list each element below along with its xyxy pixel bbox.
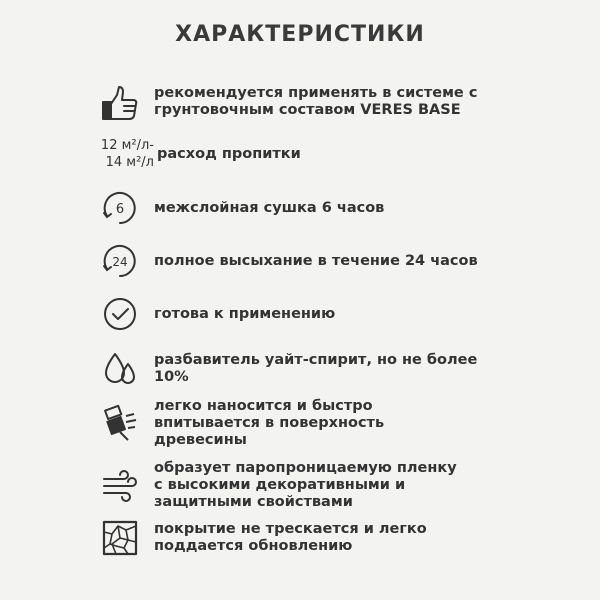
feature-text-line: покрытие не трескается и легко bbox=[154, 521, 427, 537]
feature-text-line: рекомендуется применять в системе с bbox=[154, 85, 478, 101]
feature-item-drying-24 bbox=[98, 239, 478, 283]
consumption-rate-line: 14 м²/л bbox=[105, 155, 154, 170]
feature-item-system bbox=[98, 82, 477, 126]
feature-text-line: легко наносится и быстро bbox=[154, 398, 373, 414]
feature-text-line: образует паропроницаемую пленку bbox=[154, 460, 457, 476]
drops-icon bbox=[98, 348, 142, 392]
feature-text: межслойная сушка 6 часов bbox=[154, 199, 385, 216]
feature-item-no-cracks bbox=[98, 516, 427, 560]
feature-text-line: защитными свойствами bbox=[154, 494, 353, 510]
feature-text-line: впитывается в поверхность bbox=[154, 415, 385, 431]
page-title: ХАРАКТЕРИСТИКИ bbox=[175, 22, 425, 47]
feature-text: полное высыхание в течение 24 часов bbox=[154, 252, 478, 269]
thumbs-up-icon bbox=[98, 82, 142, 126]
consumption-rate bbox=[92, 137, 154, 171]
feature-text-line: древесины bbox=[154, 432, 247, 448]
svg-text:6: 6 bbox=[115, 202, 125, 217]
cracked-square-icon bbox=[98, 516, 142, 560]
brush-icon bbox=[98, 402, 142, 446]
feature-text-line: с высокими декоративными и bbox=[154, 477, 406, 493]
feature-text-line: грунтовочным составом VERES BASE bbox=[154, 102, 461, 118]
feature-item-drying-6 bbox=[98, 186, 384, 230]
clock-24-icon bbox=[98, 239, 142, 283]
feature-item-application bbox=[98, 398, 384, 449]
feature-text-line: поддается обновлению bbox=[154, 538, 353, 554]
feature-item-thinner bbox=[98, 348, 477, 392]
consumption-rate-line: 12 м²/л- bbox=[100, 138, 154, 153]
feature-text-line: 10% bbox=[154, 369, 189, 385]
feature-text-line: разбавитель уайт-спирит, но не более bbox=[154, 352, 478, 368]
feature-text: готова к применению bbox=[154, 305, 336, 322]
clock-6-icon bbox=[98, 186, 142, 230]
checkmark-circle-icon bbox=[98, 292, 142, 336]
wind-icon bbox=[98, 464, 142, 508]
feature-item-ready bbox=[98, 292, 335, 336]
consumption-label: расход пропитки bbox=[157, 146, 301, 162]
feature-item-film bbox=[98, 460, 457, 511]
svg-text:24: 24 bbox=[112, 255, 128, 269]
